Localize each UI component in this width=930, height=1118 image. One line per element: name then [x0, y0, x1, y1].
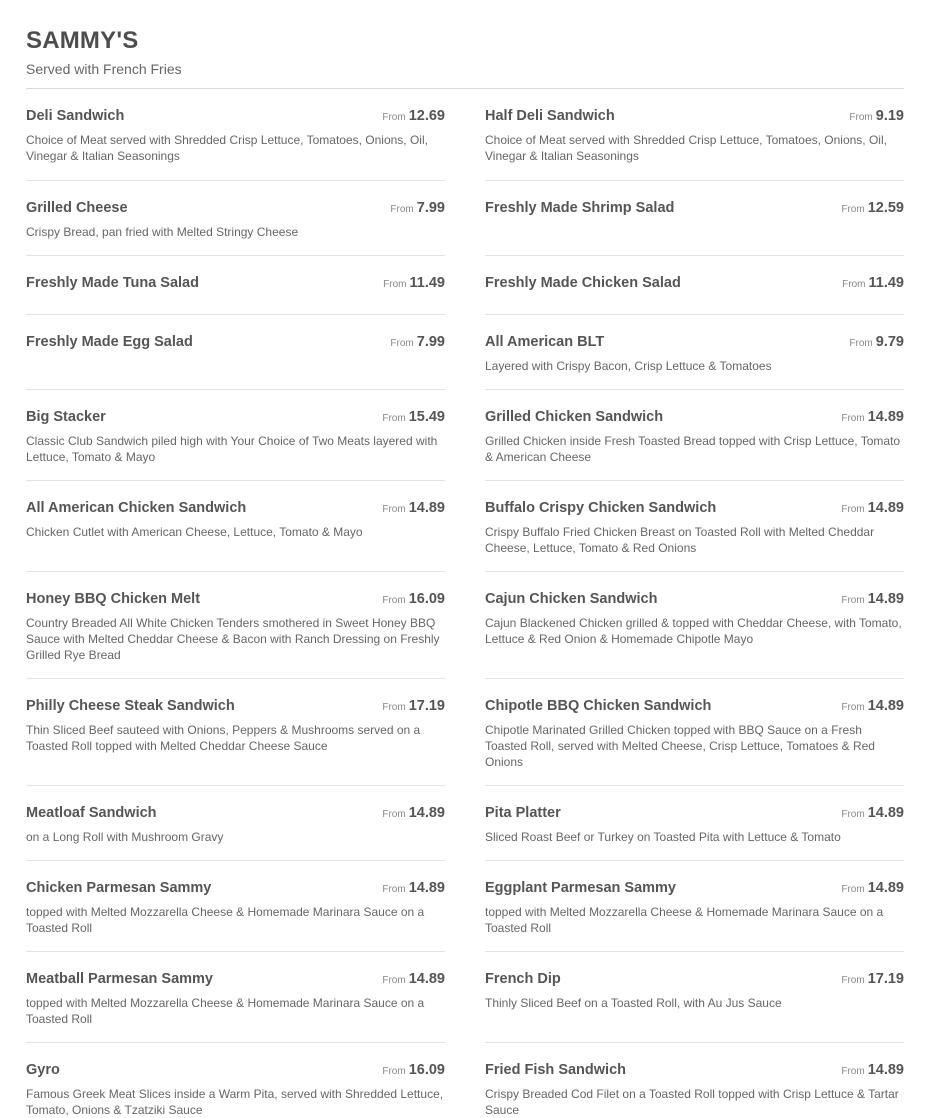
- price-from-label: From: [382, 112, 406, 123]
- price-from-label: From: [842, 279, 866, 290]
- menu-item-price: [841, 499, 904, 519]
- menu-item-header: [26, 499, 445, 517]
- menu-item-header: [485, 804, 904, 822]
- section-header: [26, 0, 904, 89]
- menu-item[interactable]: [485, 679, 904, 786]
- menu-item-price: [841, 879, 904, 899]
- menu-item-header: [26, 590, 445, 608]
- price-value: 14.89: [867, 500, 904, 516]
- menu-item[interactable]: [485, 861, 904, 952]
- menu-item-price: [849, 107, 904, 127]
- menu-item-description: Sliced Roast Beef or Turkey on Toasted Pita with Lettuce & Tomato: [485, 830, 841, 844]
- price-value: 14.89: [867, 591, 904, 607]
- price-from-label: From: [383, 279, 407, 290]
- menu-item-name: Honey BBQ Chicken Melt: [26, 591, 201, 607]
- menu-item-description: Crispy Breaded Cod Filet on a Toasted Roll topped with Crisp Lettuce & Tartar Sauce: [485, 1087, 899, 1117]
- menu-row: [26, 1043, 904, 1118]
- menu-item[interactable]: [26, 1043, 445, 1118]
- menu-item-price: [841, 1061, 904, 1081]
- menu-item-description: on a Long Roll with Mushroom Gravy: [26, 830, 224, 844]
- menu-item-price: [841, 199, 904, 219]
- menu-item[interactable]: [26, 572, 445, 679]
- menu-item[interactable]: [485, 181, 904, 256]
- price-from-label: From: [382, 702, 406, 713]
- menu-item-name: Pita Platter: [485, 805, 561, 821]
- menu-item-header: [26, 199, 445, 217]
- menu-row: [26, 952, 904, 1043]
- menu-item-name: Grilled Cheese: [26, 200, 128, 216]
- menu-item-header: [26, 107, 445, 125]
- menu-item-description: Layered with Crispy Bacon, Crisp Lettuce & Tomatoes: [485, 359, 772, 373]
- menu-item[interactable]: [485, 572, 904, 679]
- price-from-label: From: [841, 204, 865, 215]
- menu-item[interactable]: [485, 390, 904, 481]
- menu-item-header: [485, 879, 904, 897]
- price-value: 9.79: [875, 334, 904, 350]
- menu-item-header: [485, 697, 904, 715]
- menu-item-name: All American Chicken Sandwich: [26, 500, 247, 516]
- menu-item-header: [26, 970, 445, 988]
- menu-item-name: Half Deli Sandwich: [485, 108, 615, 124]
- price-from-label: From: [390, 204, 414, 215]
- menu-item[interactable]: [26, 679, 445, 786]
- price-from-label: From: [382, 975, 406, 986]
- menu-row: [26, 390, 904, 481]
- menu-item-price: [382, 970, 445, 990]
- menu-item[interactable]: [485, 1043, 904, 1118]
- menu-item-name: Freshly Made Chicken Salad: [485, 275, 681, 291]
- price-from-label: From: [841, 504, 865, 515]
- menu-item-description: Cajun Blackened Chicken grilled & topped with Cheddar Cheese, with Tomato, Lettuce & Red Onion & Homemade Chipotle Mayo: [485, 616, 902, 646]
- menu-item[interactable]: [485, 315, 904, 390]
- menu-item[interactable]: [26, 390, 445, 481]
- price-from-label: From: [382, 413, 406, 424]
- price-value: 7.99: [416, 200, 445, 216]
- menu-item-header: [485, 590, 904, 608]
- menu-item[interactable]: [485, 256, 904, 315]
- menu-item-price: [383, 274, 445, 294]
- menu-item-price: [382, 499, 445, 519]
- menu-item-description: Famous Greek Meat Slices inside a Warm Pita, served with Shredded Lettuce, Tomato, Onions & Tzatziki Sauce: [26, 1087, 444, 1117]
- menu-item-description: Choice of Meat served with Shredded Crisp Lettuce, Tomatoes, Onions, Oil, Vinegar & Italian Seasonings: [26, 133, 428, 163]
- price-value: 14.89: [408, 500, 445, 516]
- menu-item-header: [26, 879, 445, 897]
- menu-item-header: [485, 274, 904, 292]
- menu-row: [26, 679, 904, 786]
- menu-item[interactable]: [26, 786, 445, 861]
- menu-item-header: [26, 274, 445, 292]
- price-from-label: From: [849, 112, 873, 123]
- menu-item-description: Classic Club Sandwich piled high with Your Choice of Two Meats layered with Lettuce, Tomato & Mayo: [26, 434, 438, 464]
- menu-item-price: [382, 804, 445, 824]
- price-value: 14.89: [867, 1062, 904, 1078]
- menu-item-name: Fried Fish Sandwich: [485, 1062, 626, 1078]
- price-value: 14.89: [867, 880, 904, 896]
- menu-item-description: Grilled Chicken inside Fresh Toasted Bread topped with Crisp Lettuce, Tomato & American Cheese: [485, 434, 901, 464]
- menu-item-description: Thin Sliced Beef sauteed with Onions, Peppers & Mushrooms served on a Toasted Roll topped with Melted Cheddar Cheese Sauce: [26, 723, 421, 753]
- price-value: 16.09: [408, 1062, 445, 1078]
- price-value: 15.49: [408, 409, 445, 425]
- price-from-label: From: [382, 884, 406, 895]
- menu-item-price: [842, 274, 904, 294]
- price-value: 7.99: [416, 334, 445, 350]
- menu-items-grid: [26, 89, 904, 1118]
- menu-item[interactable]: [485, 786, 904, 861]
- price-value: 14.89: [867, 409, 904, 425]
- menu-item[interactable]: [26, 89, 445, 181]
- menu-item-name: Eggplant Parmesan Sammy: [485, 880, 676, 896]
- price-value: 12.69: [408, 108, 445, 124]
- menu-item-description: Chipotle Marinated Grilled Chicken topped with BBQ Sauce on a Fresh Toasted Roll, served with Melted Cheese, Crisp Lettuce, Tomatoes & Red Onions: [485, 723, 875, 769]
- menu-item-price: [382, 107, 445, 127]
- menu-item-header: [485, 333, 904, 351]
- menu-item-price: [841, 697, 904, 717]
- price-value: 16.09: [408, 591, 445, 607]
- price-value: 12.59: [867, 200, 904, 216]
- menu-item-price: [382, 697, 445, 717]
- menu-item-name: Cajun Chicken Sandwich: [485, 591, 658, 607]
- menu-item-price: [841, 804, 904, 824]
- price-from-label: From: [382, 595, 406, 606]
- price-value: 14.89: [867, 698, 904, 714]
- menu-item[interactable]: [485, 481, 904, 572]
- menu-row: [26, 481, 904, 572]
- menu-item-description: topped with Melted Mozzarella Cheese & Homemade Marinara Sauce on a Toasted Roll: [485, 905, 884, 935]
- menu-item-name: All American BLT: [485, 334, 605, 350]
- price-from-label: From: [841, 595, 865, 606]
- section-subtitle: Served with French Fries: [26, 61, 182, 77]
- price-value: 14.89: [408, 880, 445, 896]
- price-value: 11.49: [409, 275, 445, 291]
- menu-item-header: [485, 408, 904, 426]
- menu-row: [26, 786, 904, 861]
- menu-item-name: Deli Sandwich: [26, 108, 125, 124]
- menu-item-header: [485, 199, 904, 217]
- menu-item-name: Meatloaf Sandwich: [26, 805, 157, 821]
- menu-item-name: Buffalo Crispy Chicken Sandwich: [485, 500, 717, 516]
- menu-row: [26, 89, 904, 181]
- menu-item-name: Chicken Parmesan Sammy: [26, 880, 212, 896]
- menu-item[interactable]: [26, 952, 445, 1043]
- menu-item-name: Philly Cheese Steak Sandwich: [26, 698, 235, 714]
- menu-item-name: Big Stacker: [26, 409, 106, 425]
- menu-item-name: French Dip: [485, 971, 561, 987]
- menu-item[interactable]: [26, 181, 445, 256]
- menu-item-header: [26, 1061, 445, 1079]
- price-from-label: From: [841, 975, 865, 986]
- menu-item-name: Grilled Chicken Sandwich: [485, 409, 664, 425]
- menu-item-price: [390, 199, 445, 219]
- menu-item-price: [849, 333, 904, 353]
- price-from-label: From: [841, 413, 865, 424]
- price-value: 17.19: [408, 698, 445, 714]
- menu-item[interactable]: [26, 861, 445, 952]
- menu-item-price: [841, 408, 904, 428]
- menu-row: [26, 572, 904, 679]
- menu-item-header: [485, 1061, 904, 1079]
- price-from-label: From: [382, 809, 406, 820]
- menu-item-description: Thinly Sliced Beef on a Toasted Roll, with Au Jus Sauce: [485, 996, 782, 1010]
- price-from-label: From: [382, 1066, 406, 1077]
- menu-item[interactable]: [485, 952, 904, 1043]
- menu-item-header: [26, 804, 445, 822]
- price-from-label: From: [841, 884, 865, 895]
- menu-item-name: Gyro: [26, 1062, 60, 1078]
- menu-item-price: [841, 970, 904, 990]
- menu-item-header: [485, 499, 904, 517]
- menu-item-header: [26, 408, 445, 426]
- menu-item-header: [485, 970, 904, 988]
- price-value: 14.89: [867, 805, 904, 821]
- menu-item-description: topped with Melted Mozzarella Cheese & Homemade Marinara Sauce on a Toasted Roll: [26, 996, 425, 1026]
- menu-item-price: [390, 333, 445, 353]
- menu-item-name: Freshly Made Shrimp Salad: [485, 200, 675, 216]
- menu-item-header: [26, 333, 445, 351]
- menu-item-price: [382, 408, 445, 428]
- menu-item-name: Freshly Made Tuna Salad: [26, 275, 199, 291]
- menu-item[interactable]: [26, 481, 445, 572]
- price-from-label: From: [849, 338, 873, 349]
- menu-item-price: [841, 590, 904, 610]
- menu-item[interactable]: [26, 315, 445, 390]
- price-from-label: From: [382, 504, 406, 515]
- price-from-label: From: [841, 702, 865, 713]
- menu-item-header: [485, 107, 904, 125]
- menu-row: [26, 861, 904, 952]
- menu-item-description: Choice of Meat served with Shredded Crisp Lettuce, Tomatoes, Onions, Oil, Vinegar & Italian Seasonings: [485, 133, 887, 163]
- menu-item-name: Chipotle BBQ Chicken Sandwich: [485, 698, 712, 714]
- price-value: 14.89: [408, 971, 445, 987]
- menu-item[interactable]: [485, 89, 904, 181]
- menu-row: [26, 181, 904, 256]
- price-from-label: From: [841, 1066, 865, 1077]
- menu-item-description: Country Breaded All White Chicken Tenders smothered in Sweet Honey BBQ Sauce with Melted Cheddar Cheese & Bacon with Ranch Dressing on Freshly Grilled Rye Bread: [26, 616, 440, 662]
- menu-item-price: [382, 879, 445, 899]
- price-value: 17.19: [867, 971, 904, 987]
- menu-item-description: Chicken Cutlet with American Cheese, Lettuce, Tomato & Mayo: [26, 525, 363, 539]
- menu-item-name: Freshly Made Egg Salad: [26, 334, 193, 350]
- menu-item[interactable]: [26, 256, 445, 315]
- menu-item-name: Meatball Parmesan Sammy: [26, 971, 213, 987]
- menu-row: [26, 256, 904, 315]
- menu-item-price: [382, 1061, 445, 1081]
- menu-item-description: Crispy Buffalo Fried Chicken Breast on Toasted Roll with Melted Cheddar Cheese, Lettuce, Tomato & Red Onions: [485, 525, 875, 555]
- price-from-label: From: [841, 809, 865, 820]
- price-value: 11.49: [868, 275, 904, 291]
- menu-item-header: [26, 697, 445, 715]
- menu-item-price: [382, 590, 445, 610]
- menu-row: [26, 315, 904, 390]
- menu-item-description: topped with Melted Mozzarella Cheese & Homemade Marinara Sauce on a Toasted Roll: [26, 905, 425, 935]
- price-value: 14.89: [408, 805, 445, 821]
- menu-item-description: Crispy Bread, pan fried with Melted Stringy Cheese: [26, 225, 299, 239]
- price-from-label: From: [390, 338, 414, 349]
- price-value: 9.19: [875, 108, 904, 124]
- section-title: SAMMY'S: [26, 27, 139, 54]
